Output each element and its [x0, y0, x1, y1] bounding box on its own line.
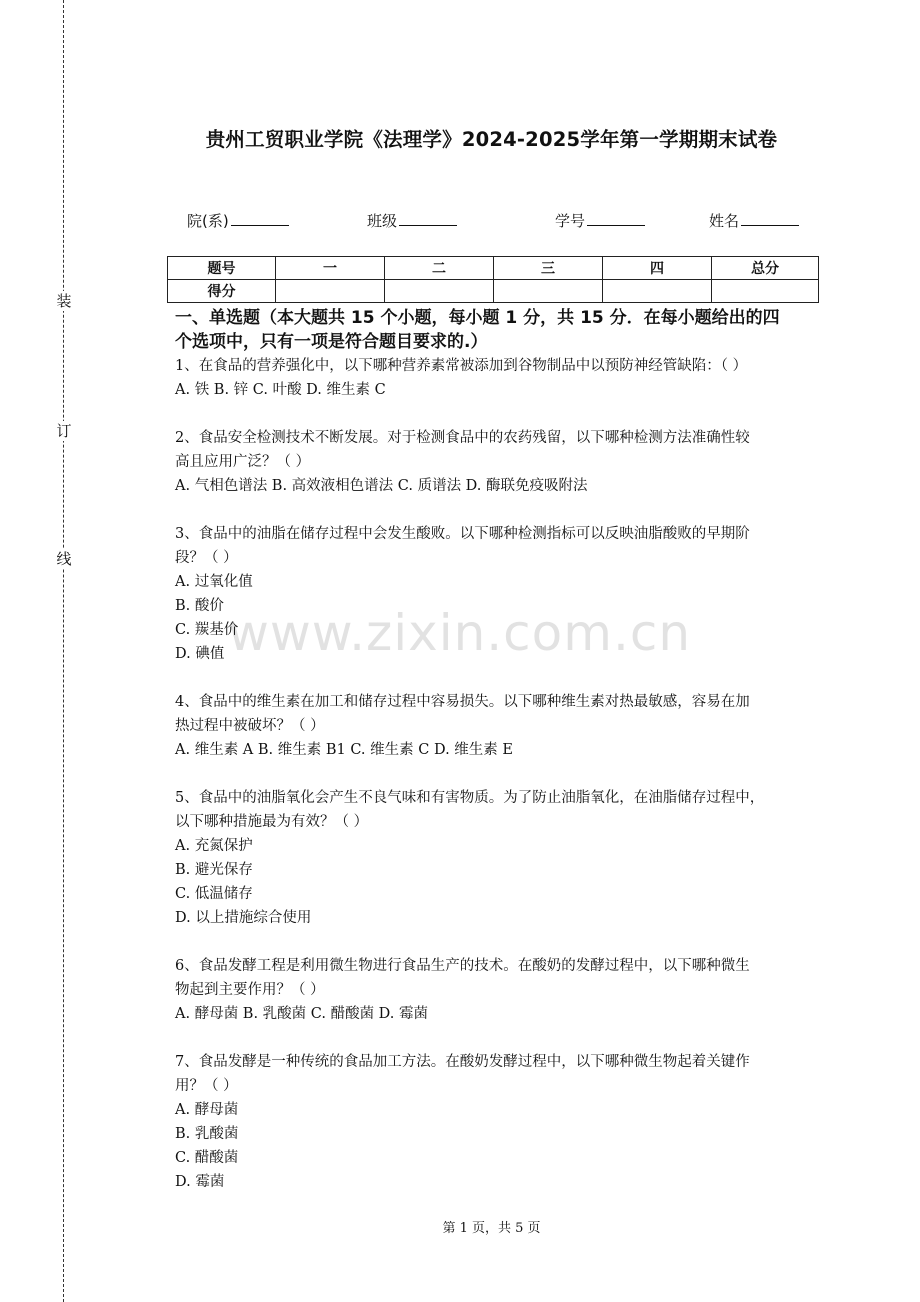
question-option[interactable]: A. 酵母菌 B. 乳酸菌 C. 醋酸菌 D. 霉菌: [175, 1006, 429, 1022]
info-class: [367, 210, 457, 231]
question-stem-line: 2、食品安全检测技术不断发展。对于检测食品中的农药残留，以下哪种检测方法准确性较: [175, 430, 750, 446]
question-stem-line: 3、食品中的油脂在储存过程中会发生酸败。以下哪种检测指标可以反映油脂酸败的早期阶: [175, 526, 750, 542]
score-table-header-row: [168, 257, 819, 280]
section-heading-line: 个选项中，只有一项是符合题目要求的.）: [175, 332, 488, 352]
info-department: [187, 210, 289, 231]
question-stem-line: 物起到主要作用？（ ）: [175, 982, 325, 998]
question-7: [175, 1050, 820, 1194]
question-option[interactable]: C. 低温储存: [175, 886, 253, 902]
question-4: [175, 690, 820, 762]
info-student-id-label: 学号: [555, 212, 586, 230]
info-name-label: 姓名: [709, 212, 740, 230]
score-input-cell[interactable]: [603, 280, 712, 303]
question-option[interactable]: A. 过氧化值: [175, 574, 253, 590]
question-option[interactable]: D. 碘值: [175, 646, 225, 662]
binding-char-zhuang: 装: [56, 292, 72, 310]
info-student-id: [555, 210, 645, 231]
watermark: www.zixin.com.cn: [228, 604, 692, 662]
score-header-cell: 三: [494, 257, 603, 280]
question-3: [175, 522, 820, 666]
question-option[interactable]: B. 避光保存: [175, 862, 253, 878]
question-stem-line: 热过程中被破坏？（ ）: [175, 718, 325, 734]
score-input-cell[interactable]: [712, 280, 819, 303]
question-2: [175, 426, 820, 498]
section-heading-line: 一、单选题（本大题共 15 个小题，每小题 1 分，共 15 分．在每小题给出的四: [175, 308, 780, 328]
score-input-cell[interactable]: [494, 280, 603, 303]
question-option[interactable]: A. 酵母菌: [175, 1102, 239, 1118]
info-department-label: 院(系): [187, 212, 229, 230]
section-heading: [175, 306, 825, 354]
score-input-cell[interactable]: [385, 280, 494, 303]
question-stem-line: 4、食品中的维生素在加工和储存过程中容易损失。以下哪种维生素对热最敏感，容易在加: [175, 694, 750, 710]
question-option[interactable]: A. 维生素 A B. 维生素 B1 C. 维生素 C D. 维生素 E: [175, 742, 513, 758]
score-table-score-row: [168, 280, 819, 303]
question-option[interactable]: B. 酸价: [175, 598, 224, 614]
question-stem-line: 以下哪种措施最为有效？（ ）: [175, 814, 369, 830]
binding-char-xian: 线: [56, 550, 72, 568]
score-header-cell: 题号: [168, 257, 276, 280]
question-option[interactable]: A. 充氮保护: [175, 838, 253, 854]
score-header-cell: 二: [385, 257, 494, 280]
info-class-label: 班级: [367, 212, 398, 230]
question-stem-line: 6、食品发酵工程是利用微生物进行食品生产的技术。在酸奶的发酵过程中，以下哪种微生: [175, 958, 750, 974]
question-option[interactable]: D. 以上措施综合使用: [175, 910, 312, 926]
question-list: [175, 354, 820, 1218]
score-input-cell[interactable]: [276, 280, 385, 303]
info-name-blank[interactable]: [741, 211, 799, 226]
score-header-cell: 一: [276, 257, 385, 280]
binding-char-ding: 订: [56, 422, 72, 440]
info-class-blank[interactable]: [399, 211, 457, 226]
question-1: [175, 354, 820, 402]
question-option[interactable]: B. 乳酸菌: [175, 1126, 239, 1142]
score-table: [167, 256, 819, 303]
page-footer: 第 1 页，共 5 页: [442, 1221, 541, 1236]
question-5: [175, 786, 820, 930]
question-option[interactable]: D. 霉菌: [175, 1174, 225, 1190]
question-stem-line: 用？（ ）: [175, 1078, 238, 1094]
score-header-cell: 总分: [712, 257, 819, 280]
score-row-label: 得分: [168, 280, 276, 303]
info-student-id-blank[interactable]: [587, 211, 645, 226]
info-name: [709, 210, 799, 231]
question-6: [175, 954, 820, 1026]
info-department-blank[interactable]: [231, 211, 289, 226]
question-stem-line: 1、在食品的营养强化中，以下哪种营养素常被添加到谷物制品中以预防神经管缺陷：（ ）: [175, 358, 748, 374]
question-stem-line: 7、食品发酵是一种传统的食品加工方法。在酸奶发酵过程中，以下哪种微生物起着关键作: [175, 1054, 750, 1070]
score-header-cell: 四: [603, 257, 712, 280]
question-stem-line: 高且应用广泛？（ ）: [175, 454, 311, 470]
exam-title: 贵州工贸职业学院《法理学》2024-2025学年第一学期期末试卷: [205, 128, 778, 151]
binding-dashed-line: [63, 0, 64, 1302]
question-stem-line: 5、食品中的油脂氧化会产生不良气味和有害物质。为了防止油脂氧化，在油脂储存过程中，: [175, 790, 765, 806]
question-stem-line: 段？（ ）: [175, 550, 238, 566]
question-option[interactable]: C. 羰基价: [175, 622, 239, 638]
question-option[interactable]: C. 醋酸菌: [175, 1150, 239, 1166]
question-option[interactable]: A. 气相色谱法 B. 高效液相色谱法 C. 质谱法 D. 酶联免疫吸附法: [175, 478, 588, 494]
question-option[interactable]: A. 铁 B. 锌 C. 叶酸 D. 维生素 C: [175, 382, 386, 398]
